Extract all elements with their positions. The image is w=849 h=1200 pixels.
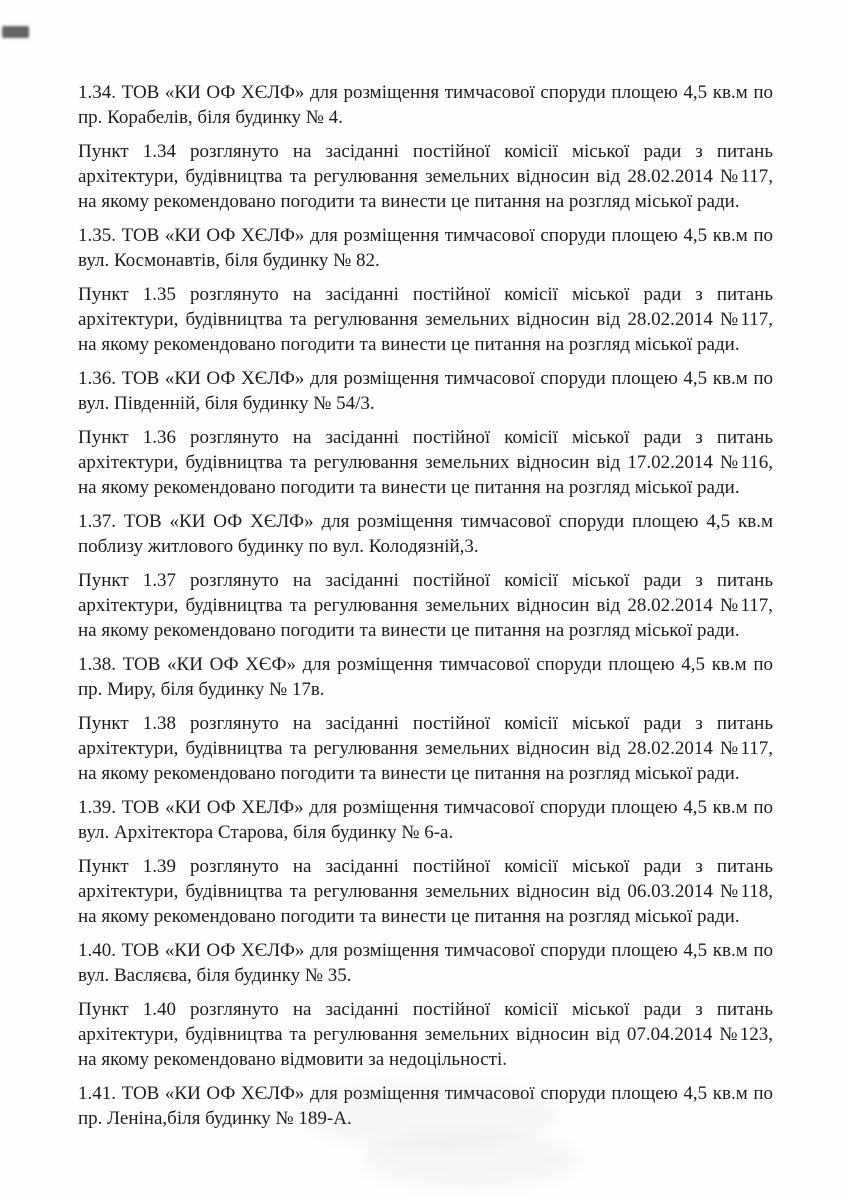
item-paragraph-1-41: 1.41. ТОВ «КИ ОФ ХЄЛФ» для розміщення тимчасової споруди площею 4,5 кв.м по пр. Леніна,біля будинку № 189-А. bbox=[78, 1083, 773, 1129]
review-paragraph-1-40: Пункт 1.40 розглянуто на засіданні постійної комісії міської ради з питань архітектури, будівництва та регулювання земельних відносин від 07.04.2014 №123, на якому рекомендовано відмовити за недоцільності. bbox=[78, 999, 773, 1070]
item-paragraph-1-36: 1.36. ТОВ «КИ ОФ ХЄЛФ» для розміщення тимчасової споруди площею 4,5 кв.м по вул. Південній, біля будинку № 54/3. bbox=[78, 368, 773, 414]
review-paragraph-1-37: Пункт 1.37 розглянуто на засіданні постійної комісії міської ради з питань архітектури, будівництва та регулювання земельних відносин від 28.02.2014 №117, на якому рекомендовано погодити та винести це питання на розгляд міської ради. bbox=[78, 570, 773, 641]
item-paragraph-1-34: 1.34. ТОВ «КИ ОФ ХЄЛФ» для розміщення тимчасової споруди площею 4,5 кв.м по пр. Корабелів, біля будинку № 4. bbox=[78, 82, 773, 128]
review-paragraph-1-34: Пункт 1.34 розглянуто на засіданні постійної комісії міської ради з питань архітектури, будівництва та регулювання земельних відносин від 28.02.2014 №117, на якому рекомендовано погодити та винести це питання на розгляд міської ради. bbox=[78, 141, 773, 212]
document-body bbox=[78, 80, 773, 1140]
item-paragraph-1-40: 1.40. ТОВ «КИ ОФ ХЄЛФ» для розміщення тимчасової споруди площею 4,5 кв.м по вул. Васляєва, біля будинку № 35. bbox=[78, 940, 773, 986]
review-paragraph-1-36: Пункт 1.36 розглянуто на засіданні постійної комісії міської ради з питань архітектури, будівництва та регулювання земельних відносин від 17.02.2014 №116, на якому рекомендовано погодити та винести це питання на розгляд міської ради. bbox=[78, 427, 773, 498]
item-paragraph-1-38: 1.38. ТОВ «КИ ОФ ХЄФ» для розміщення тимчасової споруди площею 4,5 кв.м по пр. Миру, біля будинку № 17в. bbox=[78, 654, 773, 700]
item-paragraph-1-37: 1.37. ТОВ «КИ ОФ ХЄЛФ» для розміщення тимчасової споруди площею 4,5 кв.м поблизу житлового будинку по вул. Колодязній,3. bbox=[78, 511, 773, 557]
review-paragraph-1-35: Пункт 1.35 розглянуто на засіданні постійної комісії міської ради з питань архітектури, будівництва та регулювання земельних відносин від 28.02.2014 №117, на якому рекомендовано погодити та винести це питання на розгляд міської ради. bbox=[78, 284, 773, 355]
review-paragraph-1-38: Пункт 1.38 розглянуто на засіданні постійної комісії міської ради з питань архітектури, будівництва та регулювання земельних відносин від 28.02.2014 №117, на якому рекомендовано погодити та винести це питання на розгляд міської ради. bbox=[78, 713, 773, 784]
scan-bleedthrough-ghost bbox=[360, 1130, 580, 1190]
scan-artifact-smudge bbox=[2, 26, 29, 38]
item-paragraph-1-39: 1.39. ТОВ «КИ ОФ ХЕЛФ» для розміщення тимчасової споруди площею 4,5 кв.м по вул. Архітектора Старова, біля будинку № 6-а. bbox=[78, 797, 773, 843]
review-paragraph-1-39: Пункт 1.39 розглянуто на засіданні постійної комісії міської ради з питань архітектури, будівництва та регулювання земельних відносин від 06.03.2014 №118, на якому рекомендовано погодити та винести це питання на розгляд міської ради. bbox=[78, 856, 773, 927]
item-paragraph-1-35: 1.35. ТОВ «КИ ОФ ХЄЛФ» для розміщення тимчасової споруди площею 4,5 кв.м по вул. Космонавтів, біля будинку № 82. bbox=[78, 225, 773, 271]
